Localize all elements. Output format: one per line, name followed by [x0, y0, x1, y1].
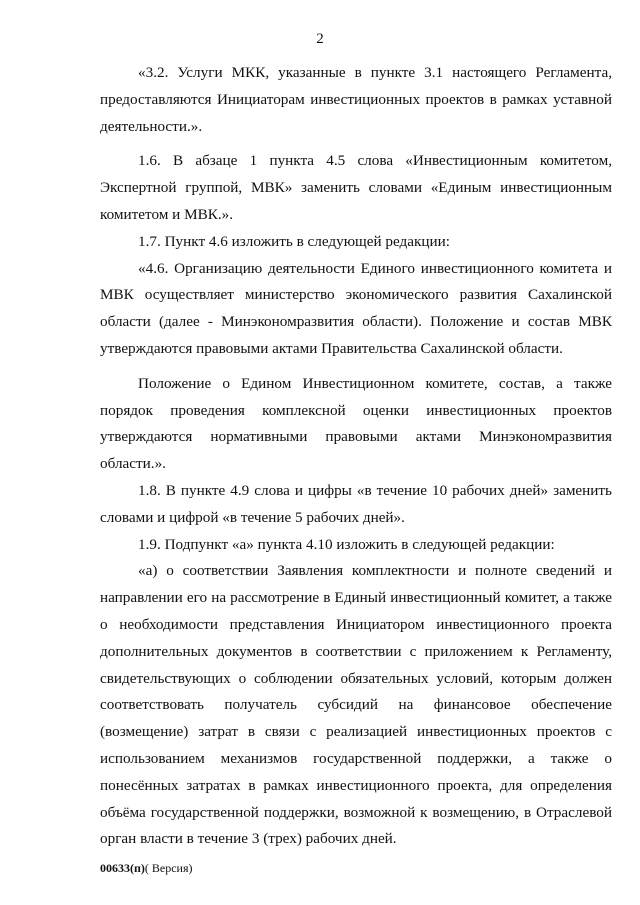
document-code: 00633(п): [100, 861, 145, 875]
paragraph-4-6: «4.6. Организацию деятельности Единого инвестиционного комитета и МВК осуществляет министерство экономического развития Сахалинской области (далее - Минэкономразвития области). Положение и состав МВК утверждаются правовыми актами Правительства Сахалинской области.: [100, 259, 612, 357]
paragraph-investment-committee: Положение о Едином Инвестиционном комитете, состав, а также порядок проведения комплексной оценки инвестиционных проектов утверждаются нормативными правовыми актами Минэкономразвития области.».: [100, 374, 612, 473]
paragraph-1-8: 1.8. В пункте 4.9 слова и цифры «в течение 10 рабочих дней» заменить словами и цифрой «в течение 5 рабочих дней».: [100, 481, 612, 526]
paragraph-3-2: «3.2. Услуги МКК, указанные в пункте 3.1 настоящего Регламента, предоставляются Инициаторам инвестиционных проектов в рамках уставной деятельности.».: [100, 64, 612, 135]
document-body: [100, 60, 612, 853]
document-version: ( Версия): [144, 861, 193, 875]
page-number: 2: [316, 31, 324, 47]
paragraph-subpoint-a: «а) о соответствии Заявления комплектности и полноте сведений и направлении его на рассмотрение в Единый инвестиционный комитет, а также о необходимости представления Инициатором инвестиционного проекта дополнительных документов в соответствии с приложением к Регламенту, свидетельствующих о соблюдении обязательных условий, которым должен соответствовать получатель субсидий на финансовое обеспечение (возмещение) затрат в связи с реализацией инвестиционных проектов с использованием механизмов государственной поддержки, а также о понесённых затратах в рамках инвестиционного проекта, для определения объёма государственной поддержки, возможной к возмещению, в Отраслевой орган власти в течение 3 (трех) рабочих дней.: [100, 562, 612, 848]
footer: [100, 861, 193, 876]
paragraph-1-6: 1.6. В абзаце 1 пункта 4.5 слова «Инвестиционным комитетом, Экспертной группой, МВК» заменить словами «Единым инвестиционным комитетом и МВК.».: [100, 152, 612, 223]
paragraph-1-9: 1.9. Подпункт «а» пункта 4.10 изложить в следующей редакции:: [138, 535, 555, 553]
paragraph-1-7: 1.7. Пункт 4.6 изложить в следующей редакции:: [138, 232, 451, 250]
